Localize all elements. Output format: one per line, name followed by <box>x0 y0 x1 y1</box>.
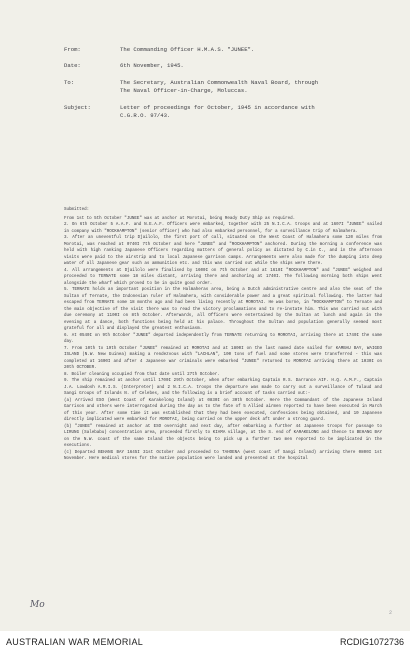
subject-value-line-2: C.G.R.O. 97/43. <box>120 112 171 119</box>
paragraph-9: 9. The ship remained at anchor until 1700I 29th October, when after embarking Captain R.S. Darrance AIF. H.Q. A.M.F., Captain J.A. Lowdosh A.R.I.S. (Interpreter) and 2 N.I.C.A. troops the departure was made to carry out a surveillance of Talaud and Sangi Groups of Islands N. of Celebes, and the following is a brief account of tasks carried out:- <box>64 379 382 396</box>
subject-label: Subject: <box>64 104 91 111</box>
page-mark: 2 <box>388 610 392 616</box>
paragraph-2: 2. On 6th October 5 A.A.F. and N.E.A.F. Officers were embarked, together with 25 N.I.C.A. troops and at 1607I "JUNEE" sailed in company with "ROCKHAMPTON" (senior officer) who had also embarked personnel, for a surveillance trip of Halmahera. <box>64 223 382 234</box>
to-label: To: <box>64 79 75 86</box>
paragraph-7: 7. From 10th to 19th October "JUNEE" remained at MOROTAI and at 1800I on the last named date sailed for KAMBAU BAY, WAIGEO ISLAND (N.W. New Guinea) making a rendezvous with "LACHLAN", 100 tons of fuel and some stores were transferred - this was completed at 1600I and after 4 Japanese war criminals were embarked "JUNEE" returned to MOROTAI arriving there at 1030I on 20th OCTOBER. <box>64 346 382 370</box>
paragraph-4: 4. All arrangements at Djailolo were finalised by 1600I on 7th October and at 1610I "ROCKHAMPTON" and "JUNEE" weighed and proceeded to TERNATE some 18 miles distant, arriving there and anchoring at 1740I. The following morning both ships went alongside the wharf which proved to be in quite good order. <box>64 268 382 286</box>
footer-record-id: RCDIG1072736 <box>339 637 404 647</box>
from-label: From: <box>64 46 81 53</box>
paragraph-1: From 1st to 5th October "JUNEE" was at anchor at Morotai, being Ready Duty Ship as required. <box>64 216 296 221</box>
date-label: Date: <box>64 62 81 69</box>
footer-institution: AUSTRALIAN WAR MEMORIAL <box>6 637 144 647</box>
paragraph-9a: (a) Arrived ESO (West Coast of Karakelong Island) at 0830I on 30th October. Here the Commandant of the Japanese Island Garrison and others were interrogated during the day as to the fate of 5 Allied airmen reported to have been executed in March of this year. After some time it was established that they had been executed, confessions being obtained, and 10 Japanese directly implicated were embarked for MOROTAI, being carried on the upper deck aft under a strong guard. <box>64 398 382 422</box>
letter-body <box>64 207 382 463</box>
paragraph-9b: (b) "JUNEE" remained at anchor at ESO overnight and next day, after embarking a further 44 Japanese troops for passage to LIRUNG (Salebabu) concentration area, proceeded firstly to KIAMA village, at the S. end of KARAKELONG and thence to BEHANG BAY on the N.W. coast of the same Island the objects being to pick up a further two men reported to be implicated in the executions. <box>64 424 382 448</box>
paragraph-3: 3. After an uneventful trip Djailolo, the first port of call, situated on the West Coast of Halmahera some 120 miles from Morotai, was reached at 0740I 7th October and here "JUNEE" and "ROCKHAMPTON" anchored. During the morning a conference was held with high ranking Japanese Officers regarding matters of general policy as dictated by C.in C., and in the afternoon visits were paid to the airstrip and to local Japanese garrison camps. Arrangements were also made for the dumping into deep water of all Japanese gear such as ammunition etc. and this was carried out while the ships were there. <box>64 236 382 266</box>
to-value-line-2: The Naval Officer-in-Charge, Moluccas. <box>120 87 248 94</box>
paragraph-5: 5. TERNATE holds an important position in the Halmaheras area, being a Dutch administrative centre and also the seat of the Sultan of Ternate, the Indonesian ruler of Halmahera, with considerable power and a great spiritual following. The latter had escaped from TERNATE some 18 months ago and had been living recently at MOROTAI. He was borne, in "ROCKHAMPTON" to Ternate and the main objective of the visit there was to read the victory proclamations and to re-instate him. This was carried out with due ceremony at 1100I on 8th October. Afterwards, all Officers were entertained by the Sultan at lunch and again in the evening at a dance, both functions being held at his palace. Throughout the Sultan and population generally seemed most grateful for all and displayed the greatest enthusiasm. <box>64 288 382 331</box>
to-value-line-1: The Secretary, Australian Commonwealth Naval Board, through <box>120 79 319 86</box>
from-value: The Commanding Officer H.M.A.S. "JUNEE". <box>120 46 255 53</box>
subject-value-line-1: Letter of proceedings for October, 1945 in accordance with <box>120 104 315 111</box>
date-value: 6th November, 1945. <box>120 62 184 69</box>
paragraph-8: 8. Boiler cleaning occupied from that date until 27th October. <box>64 372 220 377</box>
paragraph-9c: (c) Departed BEHANG BAY 1645I 31st October and proceeded to TAHOENA (west coast of Sangi Island) arriving there 0800I 1st November. Here medical stores for the native population were landed and presented at the hospital <box>64 450 382 461</box>
handwritten-initials: Mo <box>30 600 45 610</box>
submitted-label: Submitted: <box>64 208 90 212</box>
archive-footer <box>0 631 410 653</box>
paragraph-6: 6. At 0540I on 9th October "JUNEE" departed independently from TERNATE returning to MOROTAI, arriving there at 1740I the same day. <box>64 333 382 344</box>
